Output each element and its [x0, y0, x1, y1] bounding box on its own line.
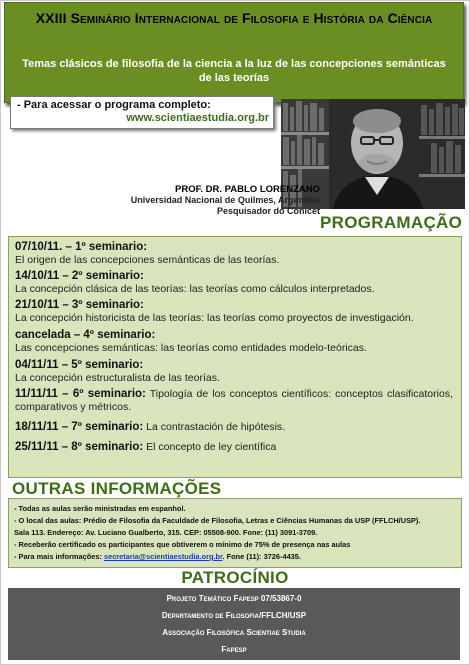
info-line-address: Sala 113. Endereço: Av. Luciano Gualberto, 315. CEP: 05508-900. Fone: (11) 3091-3709.: [14, 528, 318, 537]
session-4-topic: Las concepciones semánticas: las teorías como entidades modelo-teóricas.: [15, 342, 367, 354]
session-8-date: 25/11/11 – 8º seminario:: [15, 441, 144, 453]
contact-prefix: - Para mais informações:: [14, 552, 104, 561]
schedule-panel: [8, 236, 462, 478]
info-line-certificate: - Receberão certificado os participantes que obtiverem o mínimo de 75% de presença nas aulas: [14, 540, 351, 549]
professor-role: Pesquisador do Conicet: [216, 206, 320, 216]
session-6-topic: Tipología de los conceptos científicos: conceptos clasificatorios, comparativos y métricos.: [15, 388, 453, 413]
session-5-topic: La concepción estructuralista de las teorías.: [15, 372, 220, 384]
header-banner: [4, 2, 464, 103]
contact-phone: . Fone (11): 3726-4435.: [222, 552, 301, 561]
program-link-url[interactable]: www.scientiaestudia.org.br: [126, 112, 269, 124]
sponsor-association: Associação Filosófica Scientiae Studia: [162, 628, 306, 637]
session-6: [15, 388, 453, 414]
session-7: [15, 421, 453, 434]
sponsor-fapesp: Fapesp: [221, 645, 247, 654]
event-subtitle: Temas clásicos de filosofia de la ciencia a la luz de las concepciones semánticas de las teorías: [22, 58, 446, 84]
session-1: [15, 241, 453, 267]
session-5-date: 04/11/11 – 5º seminario:: [15, 359, 144, 371]
sponsor-fapesp-project: Projeto Temático Fapesp 07/53867-0: [166, 594, 302, 603]
session-4: [15, 329, 453, 355]
session-3-date: 21/10/11 – 3º seminario:: [15, 299, 144, 311]
session-5: [15, 359, 453, 385]
event-title: XXIII Seminário Internacional de Filosofia e História da Ciência: [35, 10, 433, 26]
session-1-date: 07/10/11. – 1º seminario:: [15, 241, 148, 253]
session-3-topic: La concepción historicista de las teorías: las teorías como proyectos de investigación.: [15, 312, 414, 324]
session-7-date: 18/11/11 – 7º seminario:: [15, 421, 144, 433]
session-8: [15, 441, 453, 454]
session-1-topic: El origen de las concepciones semánticas de las teorías.: [15, 254, 280, 266]
sponsor-department: Departamento de Filosofia/FFLCH/USP: [161, 611, 307, 620]
sponsor-panel: [8, 588, 460, 660]
info-line-contact: [14, 552, 455, 561]
professor-name: PROF. DR. PABLO LORENZANO: [175, 184, 320, 195]
professor-affiliation: Universidad Nacional de Quilmes, Argentina: [130, 195, 320, 205]
info-line-location: - O local das aulas: Prédio de Filosofia da Faculdade de Filosofia, Letras e Ciências Humanas da USP (FFLCH/USP).: [14, 516, 421, 525]
session-8-topic: El concepto de ley científica: [146, 441, 277, 453]
program-link-label: - Para acessar o programa completo:: [17, 99, 211, 111]
program-link-box: [10, 96, 274, 129]
session-2-date: 14/10/11 – 2º seminario:: [15, 270, 144, 282]
session-6-date: 11/11/11 – 6º seminario:: [15, 388, 146, 400]
outras-informacoes-heading: OUTRAS INFORMAÇÕES: [12, 479, 222, 498]
session-2-topic: La concepción clásica de las teorías: las teorías como cálculos interpretados.: [15, 283, 375, 295]
session-3: [15, 299, 453, 325]
session-7-topic: La contrastación de hipótesis.: [146, 421, 286, 433]
programacao-heading: PROGRAMAÇÃO: [320, 213, 463, 232]
patrocinio-heading: PATROCÍNIO: [181, 568, 289, 587]
session-4-date: cancelada – 4º seminario:: [15, 329, 156, 341]
session-2: [15, 270, 453, 296]
outras-informacoes-panel: [8, 498, 462, 568]
info-line-language: - Todas as aulas serão ministradas em espanhol.: [14, 504, 186, 513]
contact-email-link[interactable]: secretaria@scientiaestudia.org.br: [103, 552, 223, 561]
professor-info: [131, 184, 320, 217]
